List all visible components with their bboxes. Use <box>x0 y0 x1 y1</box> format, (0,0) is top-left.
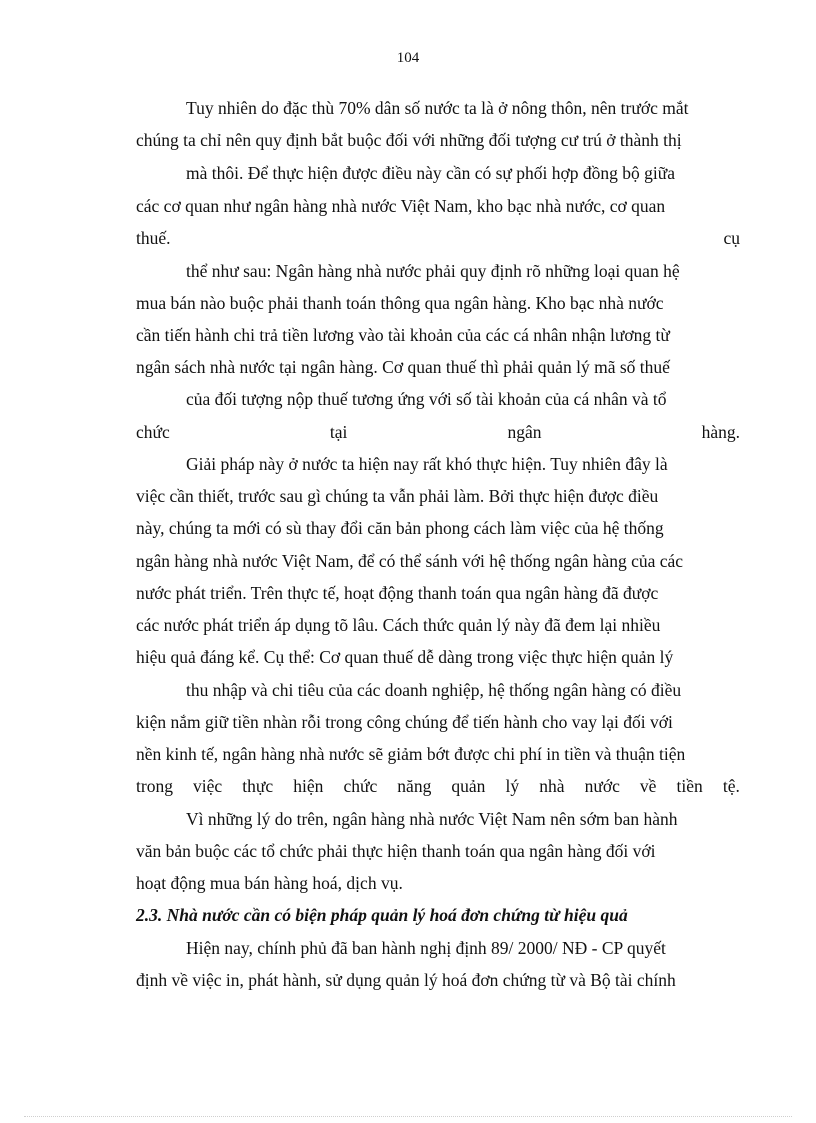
text-line: việc cần thiết, trước sau gì chúng ta vẫn phải làm. Bởi thực hiện được điều <box>136 486 659 506</box>
text-line: này, chúng ta mới có sù thay đổi căn bản phong cách làm việc của hệ thống <box>136 518 664 538</box>
section-heading: 2.3. Nhà nước cần có biện pháp quản lý hoá đơn chứng từ hiệu quả <box>136 905 628 925</box>
page-number: 104 <box>396 50 420 66</box>
text-line: Vì những lý do trên, ngân hàng nhà nước Việt Nam nên sớm ban hành <box>186 809 678 829</box>
text-line <box>136 421 740 443</box>
text-word: năng <box>397 776 432 796</box>
text-line: các cơ quan như ngân hàng nhà nước Việt Nam, kho bạc nhà nước, cơ quan <box>136 196 666 216</box>
text-word: nhà <box>539 776 565 796</box>
text-word: tệ. <box>722 776 740 796</box>
text-line: ngân hàng nhà nước Việt Nam, để có thể sánh với hệ thống ngân hàng của các <box>136 551 684 571</box>
text-line: thu nhập và chi tiêu của các doanh nghiệp, hệ thống ngân hàng có điều <box>186 680 682 700</box>
text-line: hiệu quả đáng kể. Cụ thể: Cơ quan thuế dễ dàng trong việc thực hiện quản lý <box>136 647 674 667</box>
text-word: chức <box>343 776 378 796</box>
text-line: nước phát triển. Trên thực tế, hoạt động thanh toán qua ngân hàng đã được <box>136 583 659 603</box>
text-line: Giải pháp này ở nước ta hiện nay rất khó thực hiện. Tuy nhiên đây là <box>186 454 668 474</box>
text-line: nền kinh tế, ngân hàng nhà nước sẽ giảm bớt được chi phí in tiền và thuận tiện <box>136 744 686 764</box>
text-line: hoạt động mua bán hàng hoá, dịch vụ. <box>136 873 403 893</box>
text-line: mà thôi. Để thực hiện được điều này cần có sự phối hợp đồng bộ giữa <box>186 163 675 183</box>
text-line: văn bản buộc các tổ chức phải thực hiện thanh toán qua ngân hàng đối với <box>136 841 656 861</box>
text-word: về <box>639 776 657 796</box>
text-word: thuế. <box>136 228 171 248</box>
text-word: quản <box>451 776 486 796</box>
text-word: ngân <box>507 422 542 442</box>
text-word: hàng. <box>701 422 740 442</box>
text-line: các nước phát triển áp dụng tõ lâu. Cách thức quản lý này đã đem lại nhiều <box>136 615 661 635</box>
text-line: chúng ta chỉ nên quy định bắt buộc đối với những đối tượng cư trú ở thành thị <box>136 130 682 150</box>
text-line: thể như sau: Ngân hàng nhà nước phải quy định rõ những loại quan hệ <box>186 261 680 281</box>
text-line: Hiện nay, chính phủ đã ban hành nghị định 89/ 2000/ NĐ - CP quyết <box>186 938 666 958</box>
text-word: hiện <box>293 776 324 796</box>
text-line: định về việc in, phát hành, sử dụng quản lý hoá đơn chứng từ và Bộ tài chính <box>136 970 676 990</box>
text-line <box>136 227 740 249</box>
text-word: việc <box>193 776 223 796</box>
text-line: kiện nắm giữ tiền nhàn rỗi trong công chúng để tiến hành cho vay lại đối với <box>136 712 673 732</box>
text-word: nước <box>584 776 620 796</box>
text-word: chức <box>136 422 170 442</box>
text-line: Tuy nhiên do đặc thù 70% dân số nước ta là ở nông thôn, nên trước mắt <box>186 98 689 118</box>
text-word: tiền <box>676 776 703 796</box>
text-word: thực <box>242 776 274 796</box>
text-word: trong <box>136 776 173 796</box>
page-bottom-divider <box>24 1116 792 1117</box>
text-line: cần tiến hành chi trả tiền lương vào tài khoản của các cá nhân nhận lương từ <box>136 325 670 345</box>
text-line: của đối tượng nộp thuế tương ứng với số tài khoản của cá nhân và tổ <box>186 389 667 409</box>
text-word: tại <box>329 422 348 442</box>
text-line: ngân sách nhà nước tại ngân hàng. Cơ quan thuế thì phải quản lý mã số thuế <box>136 357 670 377</box>
text-line: mua bán nào buộc phải thanh toán thông qua ngân hàng. Kho bạc nhà nước <box>136 293 664 313</box>
text-word: cụ <box>723 228 740 248</box>
text-line <box>136 775 740 797</box>
text-word: lý <box>505 776 520 796</box>
